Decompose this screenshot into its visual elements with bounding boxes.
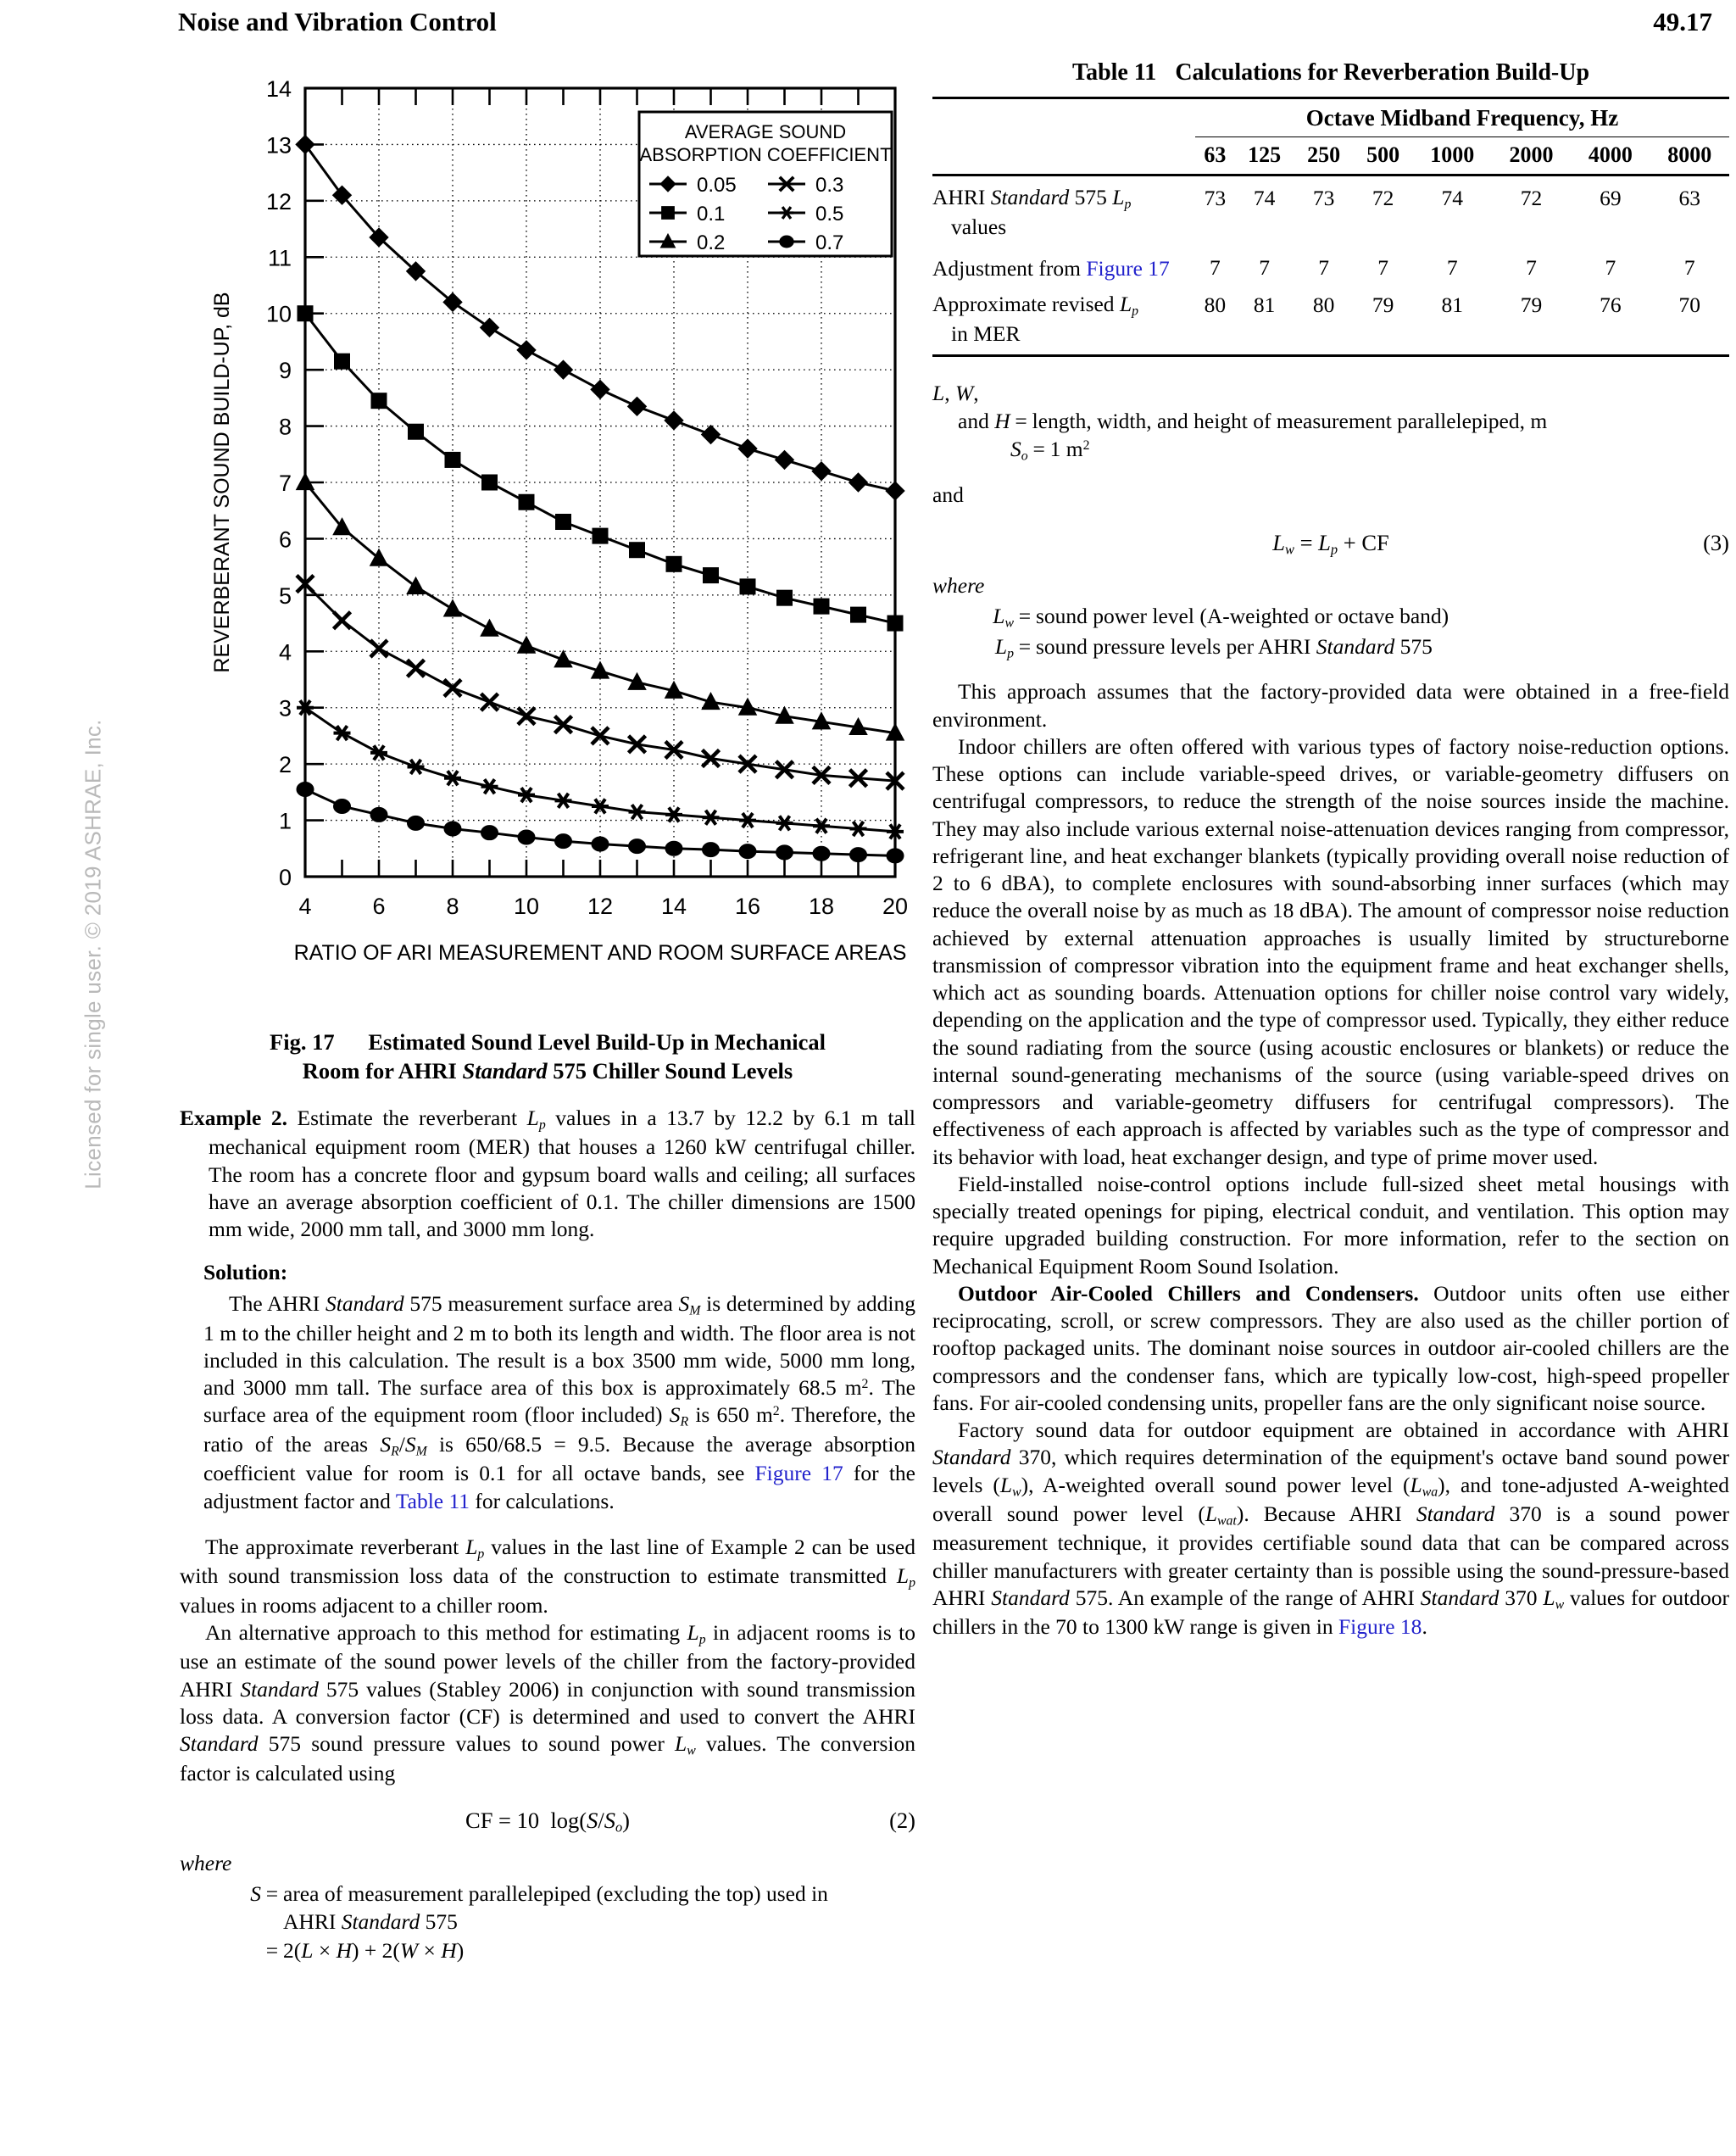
x-tick-label: 8 [446, 894, 459, 919]
data-point-asterisk [518, 788, 535, 802]
data-point-circle [592, 837, 609, 851]
data-point-diamond [886, 482, 904, 500]
left-paragraph-2: An alternative approach to this method for estimating $L_p$ in adjacent rooms is to use an estimate of the sound power levels of the chiller from the factory-provided AHRI Standard 575 values (Stabley 2006) in conjunction with sound transmission loss data. A conversion factor (CF) is determined and used to convert the AHRI Standard 575 sound pressure values to sound power $L_w$ values. The conversion factor is calculated using [180, 1619, 915, 1786]
table-row-continuation [932, 214, 1729, 248]
legend-label-0.3: 0.3 [815, 174, 844, 197]
table-row-column-headers [932, 137, 1729, 175]
definition-equals: = [265, 1937, 279, 1963]
data-point-square [704, 568, 719, 583]
table-cell-value: 7 [1605, 255, 1616, 281]
table-row-label-continuation: values [951, 214, 1007, 239]
definition-symbol: and H [958, 408, 1010, 433]
equation-2-number: (2) [889, 1807, 915, 1833]
definition-equals: = [1018, 604, 1032, 629]
table-cell-value: 7 [1209, 255, 1221, 281]
x-tick-label: 6 [372, 894, 386, 919]
data-point-square [740, 579, 755, 594]
y-tick-label: 5 [278, 582, 292, 609]
equation-3-number: (3) [1703, 529, 1729, 555]
data-point-circle [555, 834, 572, 849]
left-paragraph-1: The approximate reverberant $L_p$ values in the last line of Example 2 can be used with sound transmission loss data of the construction to estimate transmitted $L_p$ values in rooms adjacent to a chiller room. [180, 1534, 915, 1618]
y-tick-label: 2 [278, 752, 292, 778]
legend-label-0.5: 0.5 [815, 203, 844, 226]
data-point-triangle [481, 620, 498, 637]
table-cell-value: 80 [1312, 292, 1335, 317]
table-11-label: Table 11 [1071, 59, 1157, 86]
data-point-circle [850, 848, 867, 862]
data-point-diamond [738, 439, 757, 458]
data-point-triangle [518, 637, 536, 654]
y-tick-label: 10 [265, 301, 292, 327]
x-tick-label: 4 [298, 894, 312, 919]
data-point-diamond [812, 462, 831, 481]
table-cell-value: 7 [1526, 255, 1537, 281]
table-cell [1195, 214, 1729, 248]
data-point-cross [555, 716, 572, 733]
x-tick-label: 12 [587, 894, 614, 919]
table-cell-value: 79 [1372, 292, 1394, 317]
table-cell-value: 63 [1650, 175, 1729, 214]
data-point-circle [370, 807, 387, 822]
data-point-circle [780, 236, 793, 248]
data-point-cross [334, 612, 351, 629]
data-point-asterisk [481, 779, 498, 794]
definition-text: sound pressure levels per AHRI Standard 575 [1036, 634, 1433, 660]
legend-label-0.2: 0.2 [697, 231, 726, 254]
table-cell-value: 7 [1377, 255, 1388, 281]
table-cell-value: 74 [1413, 175, 1492, 214]
definition-symbol: $S_o$ [1010, 436, 1028, 464]
table-11-caption: Calculations for Reverberation Build-Up [1175, 59, 1590, 86]
data-point-square [519, 494, 534, 510]
data-point-square [335, 354, 350, 369]
right-paragraph-3: Field-installed noise-control options include full-sized sheet metal housings with specially treated openings for piping, electrical conduit, and ventilation. This option may require upgraded building construction. For more information, refer to the section on Mechanical Equipment Room Sound Isolation. [932, 1171, 1729, 1279]
data-point-square [593, 528, 608, 543]
data-point-cross [518, 708, 535, 725]
table-row [932, 175, 1729, 214]
series-line [305, 708, 895, 832]
y-tick-label: 9 [278, 358, 292, 384]
where-heading-left: where [180, 1851, 232, 1876]
equation-3-body: $L_w = L_p$ + CF [1272, 529, 1389, 558]
y-tick-label: 3 [278, 695, 292, 721]
table-cell-value: 69 [1571, 175, 1650, 214]
data-point-circle [518, 830, 535, 844]
table-row-label: Approximate revised $L_p$ [932, 291, 1139, 319]
data-point-diamond [517, 341, 536, 359]
table-cell [932, 137, 1195, 175]
definition-text: 1 $m^2$ [1049, 436, 1090, 461]
data-point-square [445, 452, 460, 467]
data-point-asterisk [739, 813, 756, 827]
table-column-header: 125 [1235, 137, 1294, 175]
data-point-asterisk [703, 811, 720, 825]
data-point-cross [370, 640, 387, 657]
definition-list-right [982, 602, 1729, 663]
data-point-asterisk [776, 816, 793, 830]
data-point-circle [444, 822, 461, 836]
chart-series-0.2 [297, 473, 904, 740]
right-paragraph-2: Indoor chillers are often offered with various types of factory noise-reduction options. These options can include variable-speed drives, or variable-geometry diffusers on centrifugal compressors, to reduce the strength of the noise sources inside the machine. They may also include various external noise-attenuation devices ranging from compressor, refrigerant line, and heat exchanger blankets (typically providing overall noise reduction of 2 to 6 dBA), to complete enclosures with sound-absorbing inner surfaces (which may reduce the overall noise by as much as 18 dBA). The amount of compressor noise reduction achieved by external attenuation approaches is usually limited by structureborne transmission of compressor vibration into the equipment frame and heat exchanger shells, which act as sounding boards. Attenuation options for chiller noise control vary widely, depending on the application and the type of compressor used. Typically, they either reduce the sound radiating from the source (using acoustic enclosures or blankets) or reduce the internal sound-generating mechanisms of the source (using variable-speed drives on compressors and variable-geometry diffusers for centrifugal compressors). The effectiveness of each approach is affected by variables such as the type of compressor and its behavior with load, heat exchanger design, and type of prime mover used. [932, 733, 1729, 1169]
x-tick-label: 20 [882, 894, 909, 919]
y-tick-label: 7 [278, 471, 292, 496]
data-point-circle [813, 846, 830, 861]
solution-text: The AHRI Standard 575 measurement surface area $S_M$ is determined by adding 1 m to the chiller height and 2 m to both its length and width. The floor area is not included in this calculation. The result is a box 3500 mm wide, 5000 mm long, and 3000 mm tall. The surface area of this box is approximately 68.5 $m^2$. The surface area of the equipment room (floor included) $S_R$ is 650 $m^2$. Therefore, the ratio of the areas $S_R/S_M$ is 650/68.5 = 9.5. Because the average absorption coefficient value for room is 0.1 for all octave bands, see Figure 17 for the adjustment factor and Table 11 for calculations. [203, 1291, 915, 1513]
data-point-circle [334, 799, 351, 813]
definition-list-left [229, 1880, 915, 1964]
right-paragraph-4: Outdoor Air-Cooled Chillers and Condensers. Outdoor units often use either reciprocating, scroll, or screw compressors. They are also used as the chiller portion of rooftop packaged units. The dominant noise sources in outdoor air-cooled chillers are the compressors and the condenser fans, which are typically low-cost, high-speed propeller fans. For air-cooled condensing units, propeller fans are the only significant noise source. [932, 1280, 1729, 1415]
x-tick-label: 18 [808, 894, 835, 919]
y-tick-label: 13 [265, 132, 292, 159]
x-tick-label: 14 [660, 894, 687, 919]
table-row [932, 248, 1729, 283]
data-point-square [666, 556, 682, 571]
table-column-header: 8000 [1650, 137, 1729, 175]
right-column [932, 59, 1729, 1641]
legend-label-0.1: 0.1 [697, 203, 726, 226]
data-point-cross [408, 660, 425, 677]
table-cell-value: 80 [1204, 292, 1227, 317]
definition-symbol: $L_p$ [994, 634, 1014, 661]
table-cell [1195, 321, 1729, 356]
equation-2 [180, 1808, 915, 1836]
table-cell-value: 81 [1441, 292, 1463, 317]
table-column-header: 4000 [1571, 137, 1650, 175]
definition-text: length, width, and height of measurement parallelepiped, m [1032, 408, 1548, 433]
y-tick-label: 6 [278, 526, 292, 553]
table-cell-value: 74 [1235, 175, 1294, 214]
table-row [932, 283, 1729, 321]
y-tick-label: 12 [265, 188, 292, 214]
legend-label-0.7: 0.7 [815, 231, 844, 254]
x-tick-label: 10 [513, 894, 540, 919]
data-point-asterisk [408, 760, 425, 774]
where-block-right [932, 379, 1729, 465]
solution-heading: Solution: [203, 1260, 288, 1285]
definition-equals: = [1032, 436, 1045, 461]
definition-row [958, 407, 1729, 435]
table-column-header: 500 [1354, 137, 1413, 175]
data-point-circle [481, 826, 498, 840]
definition-symbol: $L_w$ [993, 604, 1014, 631]
data-point-square [887, 616, 903, 631]
chart-canvas [180, 59, 915, 1017]
and-connector: and [932, 482, 964, 507]
data-point-circle [739, 844, 756, 859]
definition-text: 2(L × H) + 2(W × H) [283, 1937, 465, 1963]
example-label: Example 2. [180, 1105, 288, 1130]
legend-title-line-2: ABSORPTION COEFFICIENT [639, 144, 892, 165]
example-block [180, 1105, 915, 1243]
data-point-asterisk [444, 771, 461, 785]
figure-caption-standard: Standard [462, 1058, 548, 1084]
data-point-asterisk [665, 807, 682, 822]
data-point-diamond [296, 135, 314, 153]
table-row-label-continuation: in MER [951, 320, 1021, 346]
definition-row [229, 1880, 915, 1936]
table-11-title [932, 59, 1729, 86]
y-tick-label: 14 [265, 76, 292, 102]
table-column-header: 250 [1294, 137, 1354, 175]
y-tick-label: 1 [278, 808, 292, 834]
definition-row [982, 632, 1729, 663]
equation-2-body: CF = 10 $\log(S/S_o)$ [465, 1807, 630, 1836]
right-paragraph-5: Factory sound data for outdoor equipment are obtained in accordance with AHRI Standard 370, which requires determination of the equipment's octave band sound power levels $(L_w)$, A-weighted overall sound power level $(L_{wa})$, and tone-adjusted A-weighted overall sound power level $(L_{wat})$. Because AHRI Standard 370 is a sound power measurement technique, it provides certifiable sound data that can be compared across chiller manufacturers with greater certainty than is possible using the sound-pressure-based AHRI Standard 575. An example of the range of AHRI Standard 370 $L_w$ values for outdoor chillers in the 70 to 1300 kW range is given in Figure 18. [932, 1418, 1730, 1640]
definition-equals: = [1018, 634, 1032, 660]
table-row-label: Adjustment from Figure 17 [932, 255, 1170, 281]
data-point-square [662, 207, 675, 220]
definition-text: sound power level (A-weighted or octave band) [1036, 604, 1449, 629]
y-axis-label: REVERBERANT SOUND BUILD-UP, dB [210, 292, 234, 673]
table-row-continuation [932, 321, 1729, 356]
equation-3 [932, 530, 1729, 559]
table-cell-value: 72 [1492, 175, 1571, 214]
x-tick-label: 16 [734, 894, 761, 919]
license-notice: Licensed for single user. © 2019 ASHRAE, Inc. [80, 719, 106, 1189]
data-point-circle [703, 843, 720, 857]
table-cell-value: 76 [1600, 292, 1622, 317]
data-point-triangle [407, 577, 425, 594]
definition-text: area of measurement parallelepiped (excluding the top) used in AHRI Standard 575 [283, 1881, 828, 1935]
data-point-square [556, 515, 571, 530]
data-point-square [482, 475, 498, 490]
table-cell [932, 98, 1195, 137]
figure-caption [180, 1028, 915, 1086]
definition-row [1010, 435, 1729, 465]
y-tick-label: 8 [278, 414, 292, 440]
data-point-diamond [702, 426, 721, 444]
figure-caption-line1: Estimated Sound Level Build-Up in Mechanical [368, 1029, 826, 1055]
table-cell-value: 73 [1195, 175, 1235, 214]
definition-row [229, 1936, 915, 1964]
running-head [178, 7, 1712, 37]
legend-title-line-1: AVERAGE SOUND [684, 121, 847, 142]
data-point-square [630, 543, 645, 558]
y-tick-label: 11 [267, 245, 292, 271]
data-point-diamond [481, 318, 499, 337]
left-column [180, 59, 915, 1964]
definition-symbol: S [250, 1881, 261, 1907]
table-cell-value: 7 [1683, 255, 1695, 281]
data-point-triangle [444, 599, 462, 616]
data-point-square [851, 607, 866, 622]
table-cell-value: 70 [1678, 292, 1700, 317]
x-axis-label: RATIO OF ARI MEASUREMENT AND ROOM SURFACE AREAS [293, 941, 907, 965]
table-cell-value: 7 [1318, 255, 1329, 281]
data-point-square [777, 590, 793, 605]
table-cell-value: 73 [1294, 175, 1354, 214]
table-cell-value: 7 [1259, 255, 1270, 281]
data-point-asterisk [629, 805, 646, 819]
definition-equals: = [1015, 408, 1027, 433]
definition-row [982, 602, 1729, 632]
data-point-diamond [628, 397, 647, 415]
table-cell-value: 72 [1354, 175, 1413, 214]
chart-series-0.7 [297, 783, 904, 863]
example-text: Estimate the reverberant $L_p$ values in a 13.7 by 12.2 by 6.1 m tall mechanical equipment room (MER) that houses a 1260 kW centrifugal chiller. The room has a concrete floor and gypsum board walls and ceiling; all surfaces have an average absorption coefficient of 0.1. The chiller dimensions are 1500 mm wide, 2000 mm tall, and 3000 mm long. [209, 1105, 915, 1242]
data-point-asterisk [850, 822, 867, 836]
data-point-square [298, 306, 313, 321]
table-11 [932, 97, 1729, 357]
right-paragraph-1: This approach assumes that the factory-provided data were obtained in a free-field environment. [932, 679, 1729, 732]
data-point-circle [408, 816, 425, 830]
data-point-square [409, 424, 424, 439]
data-point-square [814, 599, 829, 614]
table-row-label: AHRI Standard 575 $L_p$ [932, 175, 1195, 214]
figure-17 [180, 59, 915, 1017]
where-heading-right: where [932, 573, 985, 599]
data-point-asterisk [370, 745, 387, 760]
table-group-header: Octave Midband Frequency, Hz [1195, 98, 1729, 137]
data-point-diamond [591, 380, 609, 398]
chart-legend [639, 112, 892, 256]
data-point-square [371, 393, 387, 409]
data-point-circle [665, 841, 682, 855]
data-point-diamond [665, 411, 683, 430]
table-cell-value: 7 [1446, 255, 1458, 281]
table-column-header: 1000 [1413, 137, 1492, 175]
data-point-diamond [554, 360, 573, 379]
table-column-header: 2000 [1492, 137, 1571, 175]
y-tick-label: 0 [278, 865, 292, 890]
symbol-LW-line: L, W, [932, 380, 979, 405]
data-point-circle [887, 849, 904, 863]
legend-label-0.05: 0.05 [697, 174, 737, 197]
data-point-diamond [849, 473, 868, 492]
data-point-circle [776, 845, 793, 860]
figure-caption-line2b: 575 Chiller Sound Levels [547, 1058, 793, 1084]
page-number: 49.17 [1653, 7, 1712, 36]
data-point-diamond [776, 450, 794, 469]
figure-caption-label: Fig. 17 [270, 1029, 335, 1055]
table-row-group-header [932, 98, 1729, 137]
table-column-header: 63 [1195, 137, 1235, 175]
table-cell-value: 79 [1520, 292, 1543, 317]
page-title: Noise and Vibration Control [178, 7, 497, 36]
definition-equals: = [265, 1881, 279, 1907]
y-tick-label: 4 [278, 639, 292, 666]
figure-caption-line2a: Room for AHRI [302, 1058, 463, 1084]
data-point-circle [629, 839, 646, 854]
data-point-asterisk [555, 794, 572, 808]
data-point-circle [297, 783, 314, 797]
definition-symbol [229, 1936, 261, 1964]
table-cell-value: 81 [1253, 292, 1276, 317]
